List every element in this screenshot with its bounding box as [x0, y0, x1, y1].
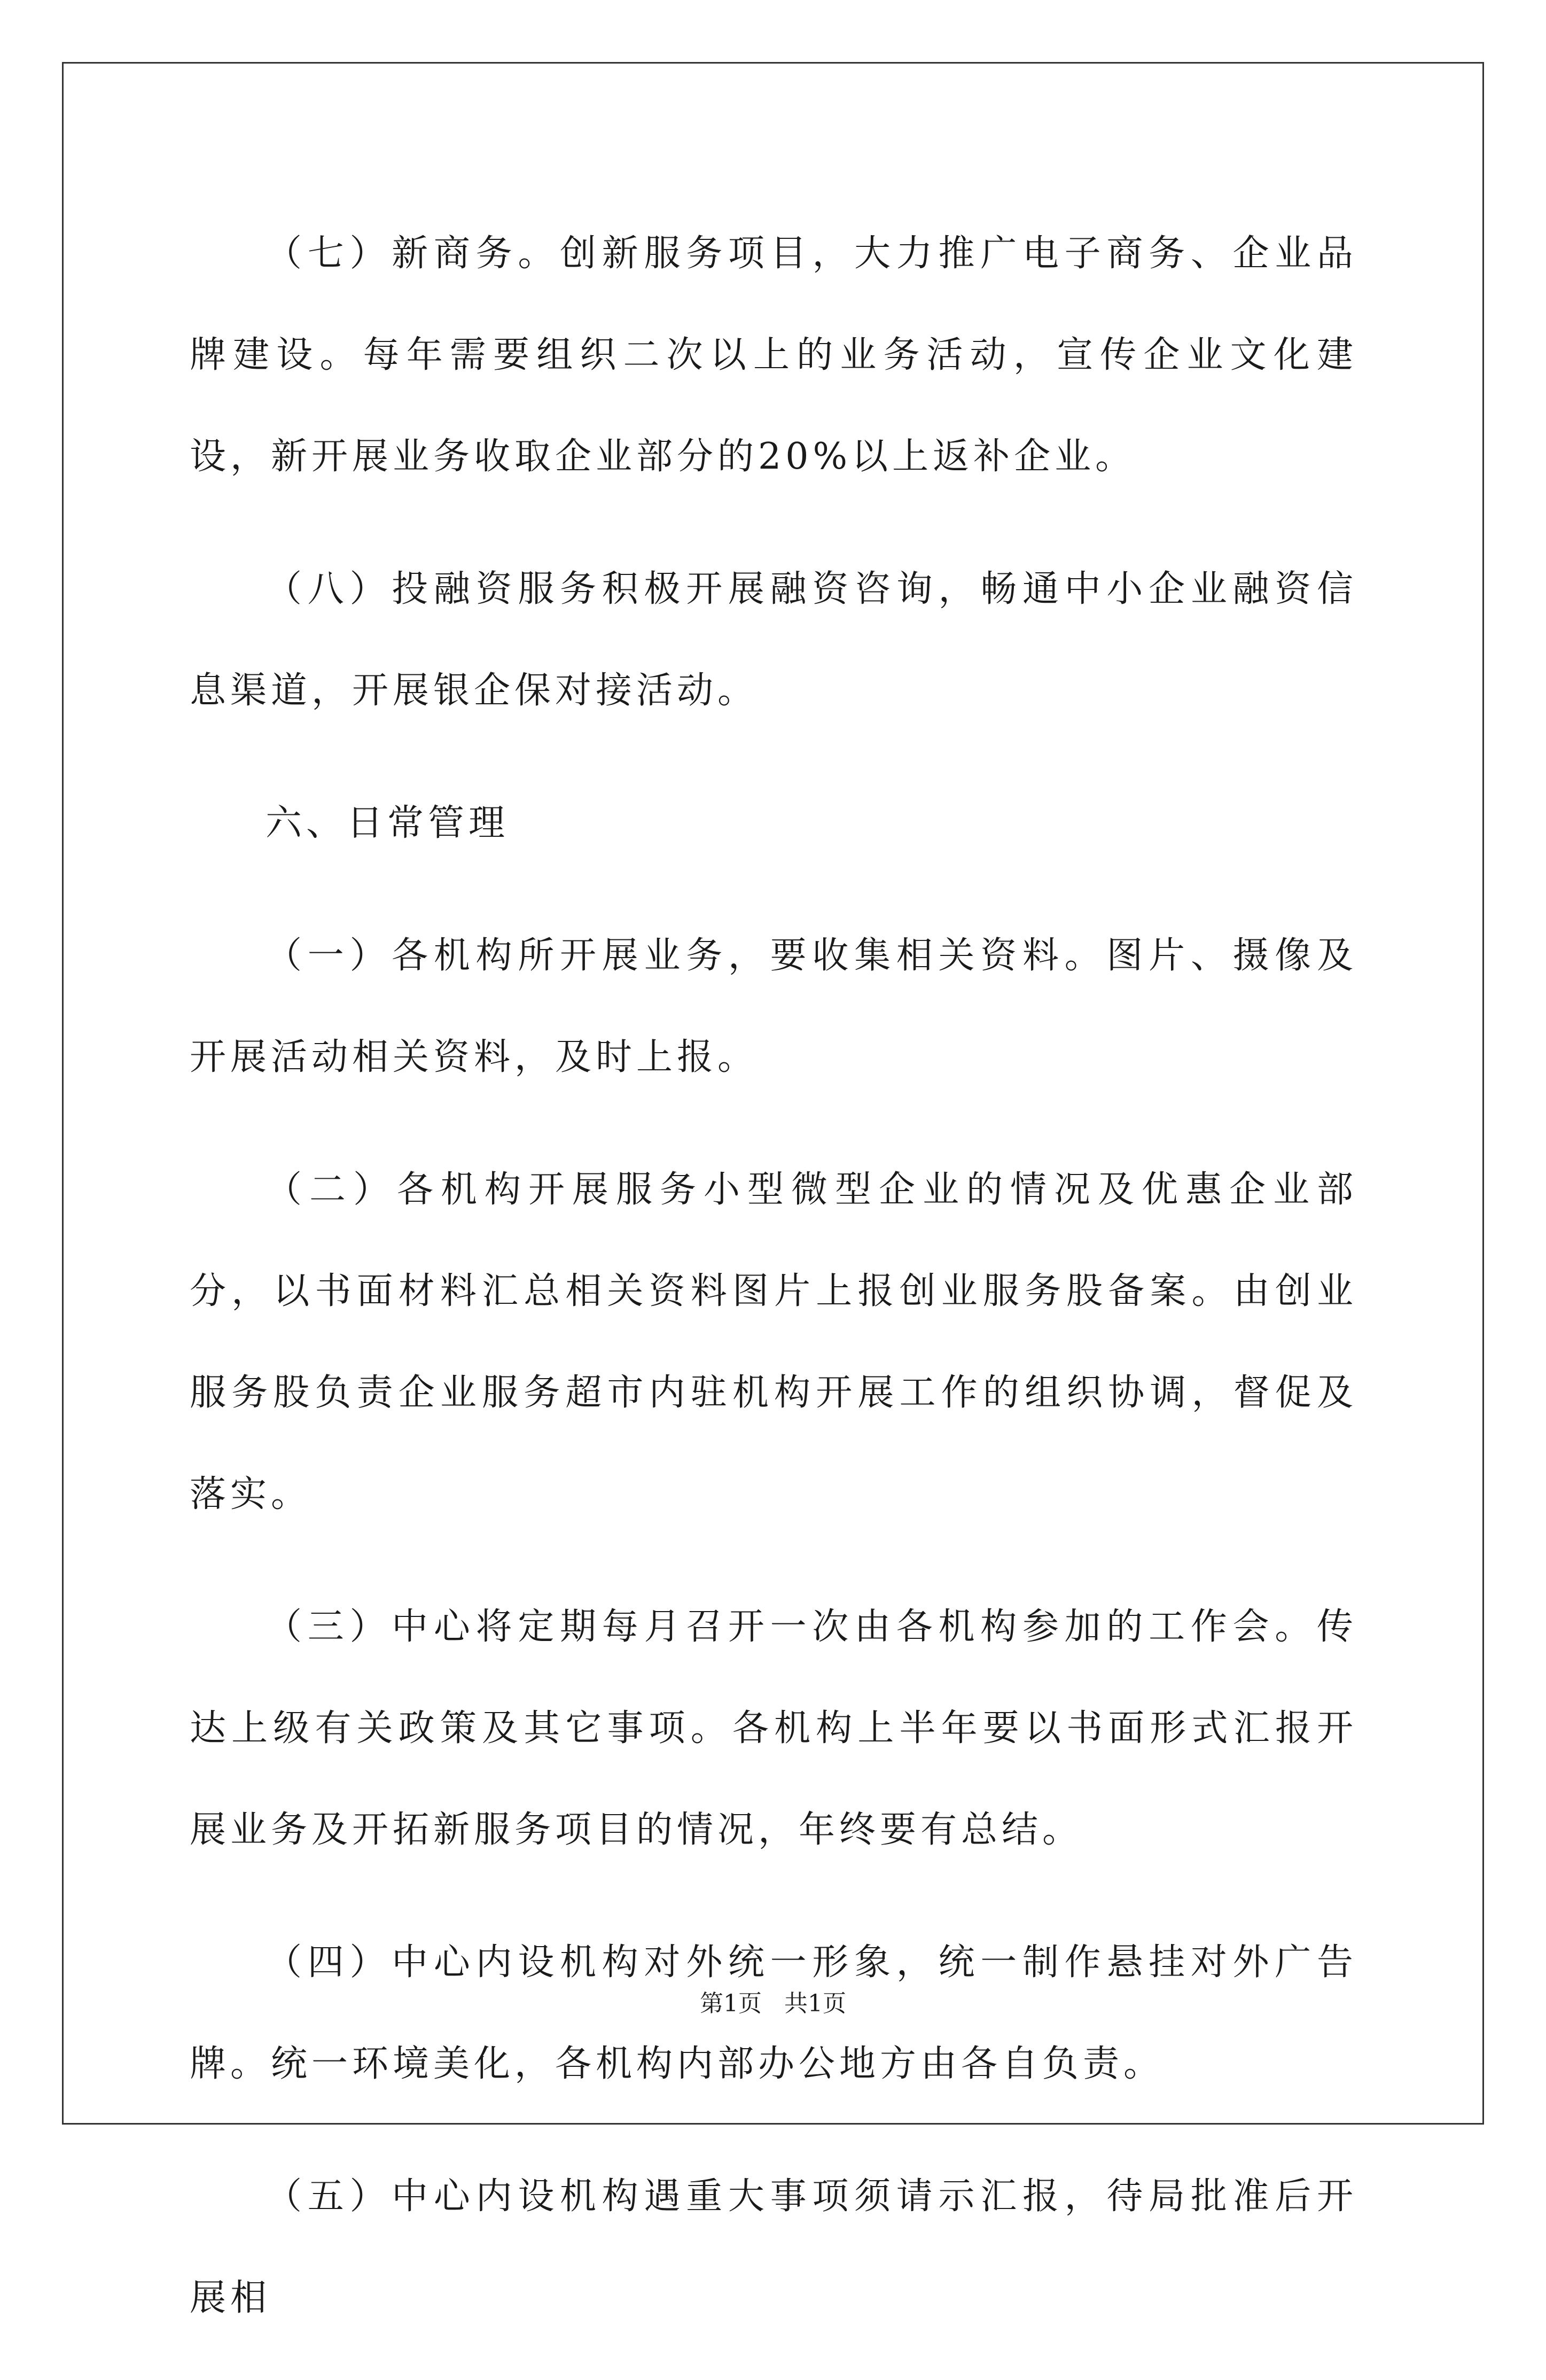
paragraph-7-new-business: （七）新商务。创新服务项目，大力推广电子商务、企业品牌建设。每年需要组织二次以上的业务活动，宣传企业文化建设，新开展业务收取企业部分的20%以上返补企业。	[190, 232, 1357, 478]
page-number-total: 共1页	[784, 1990, 846, 2017]
paragraph-5-major-matters: （五）中心内设机构遇重大事项须请示汇报，待局批准后开展相	[190, 2175, 1357, 2319]
paragraph-4-unified-image: （四）中心内设机构对外统一形象，统一制作悬挂对外广告牌。统一环境美化，各机构内部办公地方由各自负责。	[190, 1941, 1357, 2085]
document-body	[190, 203, 1357, 2380]
section-heading-daily-management: 六、日常管理	[266, 802, 510, 844]
page-number-current: 第1页	[700, 1990, 762, 2017]
paragraph-1-materials: （一）各机构所开展业务，要收集相关资料。图片、摄像及开展活动相关资料，及时上报。	[190, 935, 1357, 1078]
page-footer	[0, 1988, 1546, 2020]
paragraph-8-investment-financing: （八）投融资服务积极开展融资咨询，畅通中小企业融资信息渠道，开展银企保对接活动。	[190, 568, 1357, 712]
paragraph-3-monthly-meeting: （三）中心将定期每月召开一次由各机构参加的工作会。传达上级有关政策及其它事项。各机构上半年要以书面形式汇报开展业务及开拓新服务项目的情况，年终要有总结。	[190, 1606, 1357, 1851]
paragraph-2-service-report: （二）各机构开展服务小型微型企业的情况及优惠企业部分，以书面材料汇总相关资料图片上报创业服务股备案。由创业服务股负责企业服务超市内驻机构开展工作的组织协调，督促及落实。	[190, 1169, 1357, 1515]
